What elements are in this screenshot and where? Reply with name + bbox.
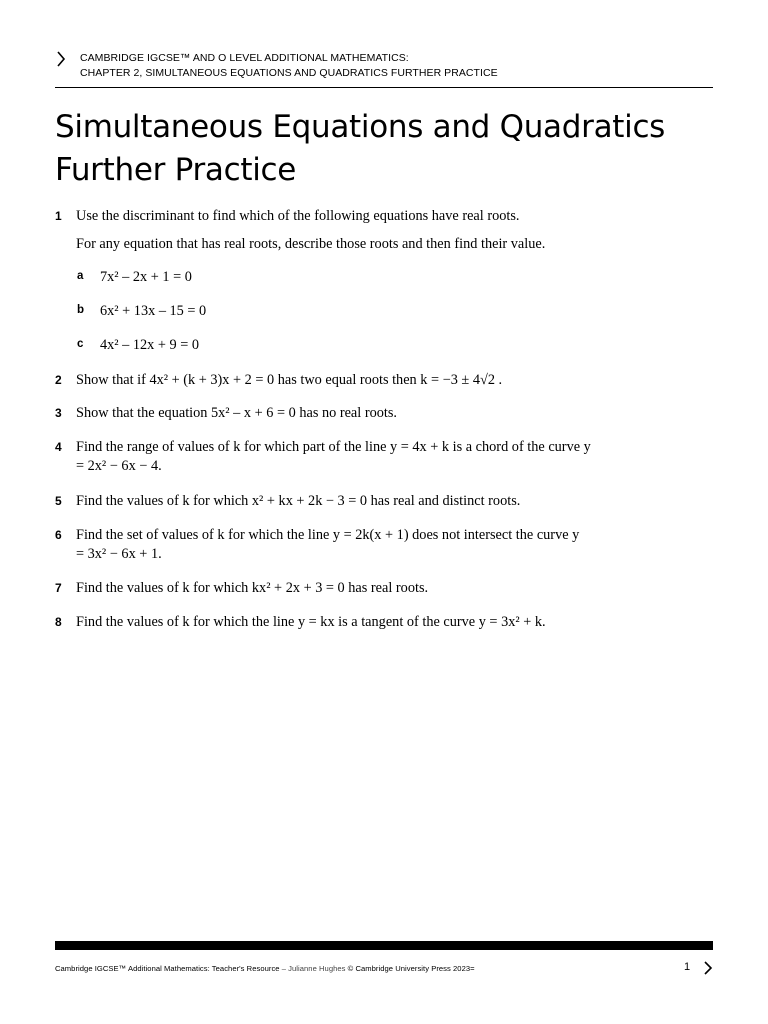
footer-publication: Cambridge IGCSE™ Additional Mathematics: Teacher's Resource: [55, 964, 280, 973]
chevron-right-icon: [55, 50, 67, 68]
header-text: [80, 51, 498, 81]
footer-credit: [55, 964, 475, 973]
equation: 6x² + 13x – 15 = 0: [100, 303, 207, 319]
question-number: 3: [55, 406, 62, 420]
question-text: Show that if 4x² + (k + 3)x + 2 = 0 has two equal roots then k = −3 ± 4√2 .: [76, 372, 503, 388]
header-line-1: CAMBRIDGE IGCSE™ AND O LEVEL ADDITIONAL MATHEMATICS:: [80, 52, 409, 64]
equation: 7x² – 2x + 1 = 0: [100, 269, 192, 285]
question-text: Find the values of k for which the line y = kx is a tangent of the curve y = 3x² + k.: [76, 614, 546, 630]
question-text: Use the discriminant to find which of the following equations have real roots.: [76, 208, 520, 224]
question-number: 4: [55, 440, 62, 454]
page-title: [55, 106, 665, 192]
question-text-2: For any equation that has real roots, describe those roots and then find their value.: [76, 236, 546, 252]
chevron-right-icon[interactable]: [703, 960, 713, 976]
footer-author: – Julianne Hughes: [279, 964, 346, 973]
part-label: c: [77, 338, 84, 350]
page-number: 1: [684, 961, 691, 973]
question-number: 6: [55, 528, 62, 542]
part-label: a: [77, 270, 84, 282]
equation: 4x² – 12x + 9 = 0: [100, 337, 200, 353]
question-number: 7: [55, 581, 62, 595]
page-title-line-2: Further Practice: [55, 152, 297, 188]
question-text: Find the range of values of k for which part of the line y = 4x + k is a chord of the curve y = 2x² − 6x − 4.: [76, 439, 591, 474]
footer-copyright: © Cambridge University Press 2023=: [345, 964, 475, 973]
question-number: 8: [55, 615, 62, 629]
question-text: Find the set of values of k for which the line y = 2k(x + 1) does not intersect the curve y = 3x² − 6x + 1.: [76, 527, 580, 562]
question-text: Find the values of k for which x² + kx + 2k − 3 = 0 has real and distinct roots.: [76, 493, 521, 509]
header-divider: [55, 87, 713, 88]
footer-bar: [55, 941, 713, 950]
question-text: Find the values of k for which kx² + 2x + 3 = 0 has real roots.: [76, 580, 429, 596]
question-text: Show that the equation 5x² – x + 6 = 0 has no real roots.: [76, 405, 397, 421]
page-title-line-1: Simultaneous Equations and Quadratics: [55, 109, 666, 145]
question-number: 1: [55, 209, 62, 223]
question-number: 2: [55, 373, 62, 387]
header-line-2: CHAPTER 2, SIMULTANEOUS EQUATIONS AND QUADRATICS FURTHER PRACTICE: [80, 67, 498, 79]
question-number: 5: [55, 494, 62, 508]
part-label: b: [77, 304, 85, 316]
